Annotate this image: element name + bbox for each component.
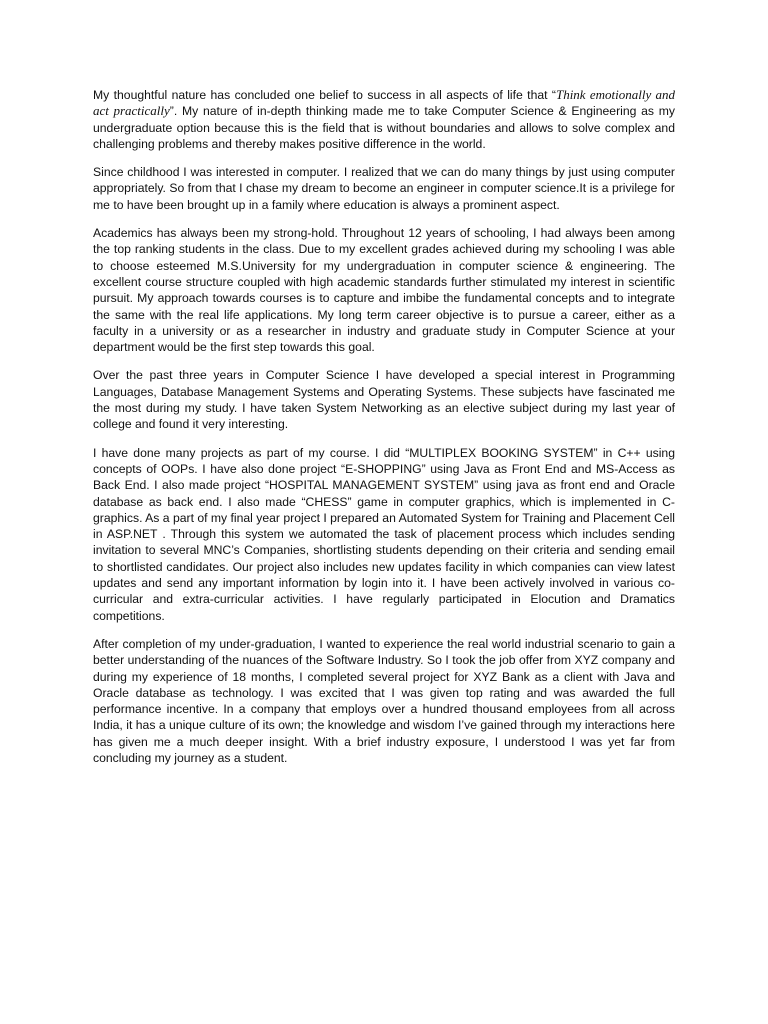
paragraph-interests: Over the past three years in Computer Science I have developed a special interest in Programming Languages, Database Management Systems and Operating Systems. These subjects have fascinated me the most during my study. I have taken System Networking as an elective subject during my last year of college and found it very interesting.: [93, 368, 675, 432]
paragraph-academics: Academics has always been my strong-hold. Throughout 12 years of schooling, I had always been among the top ranking students in the class. Due to my excellent grades achieved during my schooling I was able to choose esteemed M.S.University for my undergraduation in computer science & engineering. The excellent course structure coupled with high academic standards further stimulated my interest in scientific pursuit. My approach towards courses is to capture and imbibe the fundamental concepts and to integrate the same with the real life applications. My long term career objective is to pursue a career, either as a faculty in a university or as a researcher in industry and graduate study in Computer Science at your department would be the first step towards this goal.: [93, 226, 675, 355]
intro-text-before: My thoughtful nature has concluded one belief to success in all aspects of life that “: [93, 88, 556, 102]
paragraph-intro: [93, 87, 675, 152]
paragraph-childhood: Since childhood I was interested in computer. I realized that we can do many things by just using computer appropriately. So from that I chase my dream to become an engineer in computer science.It is a privilege for me to have been brought up in a family where education is always a prominent aspect.: [93, 165, 675, 212]
paragraph-projects: I have done many projects as part of my course. I did “MULTIPLEX BOOKING SYSTEM” in C++ using concepts of OOPs. I have also done project “E-SHOPPING” using Java as Front End and MS-Access as Back End. I also made project “HOSPITAL MANAGEMENT SYSTEM” using java as front end and Oracle database as back end. I also made “CHESS” game in computer graphics, which is implemented in C-graphics. As a part of my final year project I prepared an Automated System for Training and Placement Cell in ASP.NET . Through this system we automated the task of placement process which includes sending invitation to several MNC’s Companies, shortlisting students depending on their criteria and sending email to shortlisted candidates. Our project also includes new updates facility in which companies can view latest updates and send any important information by login into it. I have been actively involved in various co-curricular and extra-curricular activities. I have regularly participated in Elocution and Dramatics competitions.: [93, 445, 675, 623]
document-page: [93, 87, 675, 766]
intro-text-after: ”. My nature of in-depth thinking made me to take Computer Science & Engineering as my undergraduate option because this is the field that is without boundaries and allows to solve complex and challenging problems and thereby makes positive difference in the world.: [93, 104, 675, 151]
paragraph-experience: After completion of my under-graduation, I wanted to experience the real world industrial scenario to gain a better understanding of the nuances of the Software Industry. So I took the job offer from XYZ company and during my experience of 18 months, I completed several project for XYZ Bank as a client with Java and Oracle database as technology. I was excited that I was given top rating and was awarded the full performance incentive. In a company that employs over a hundred thousand employees from all across India, it has a unique culture of its own; the knowledge and wisdom I’ve gained through my interactions here has given me a much deeper insight. With a brief industry exposure, I understood I was yet far from concluding my journey as a student.: [93, 636, 675, 765]
intro-quote: Think emotionally and act practically: [93, 87, 675, 119]
